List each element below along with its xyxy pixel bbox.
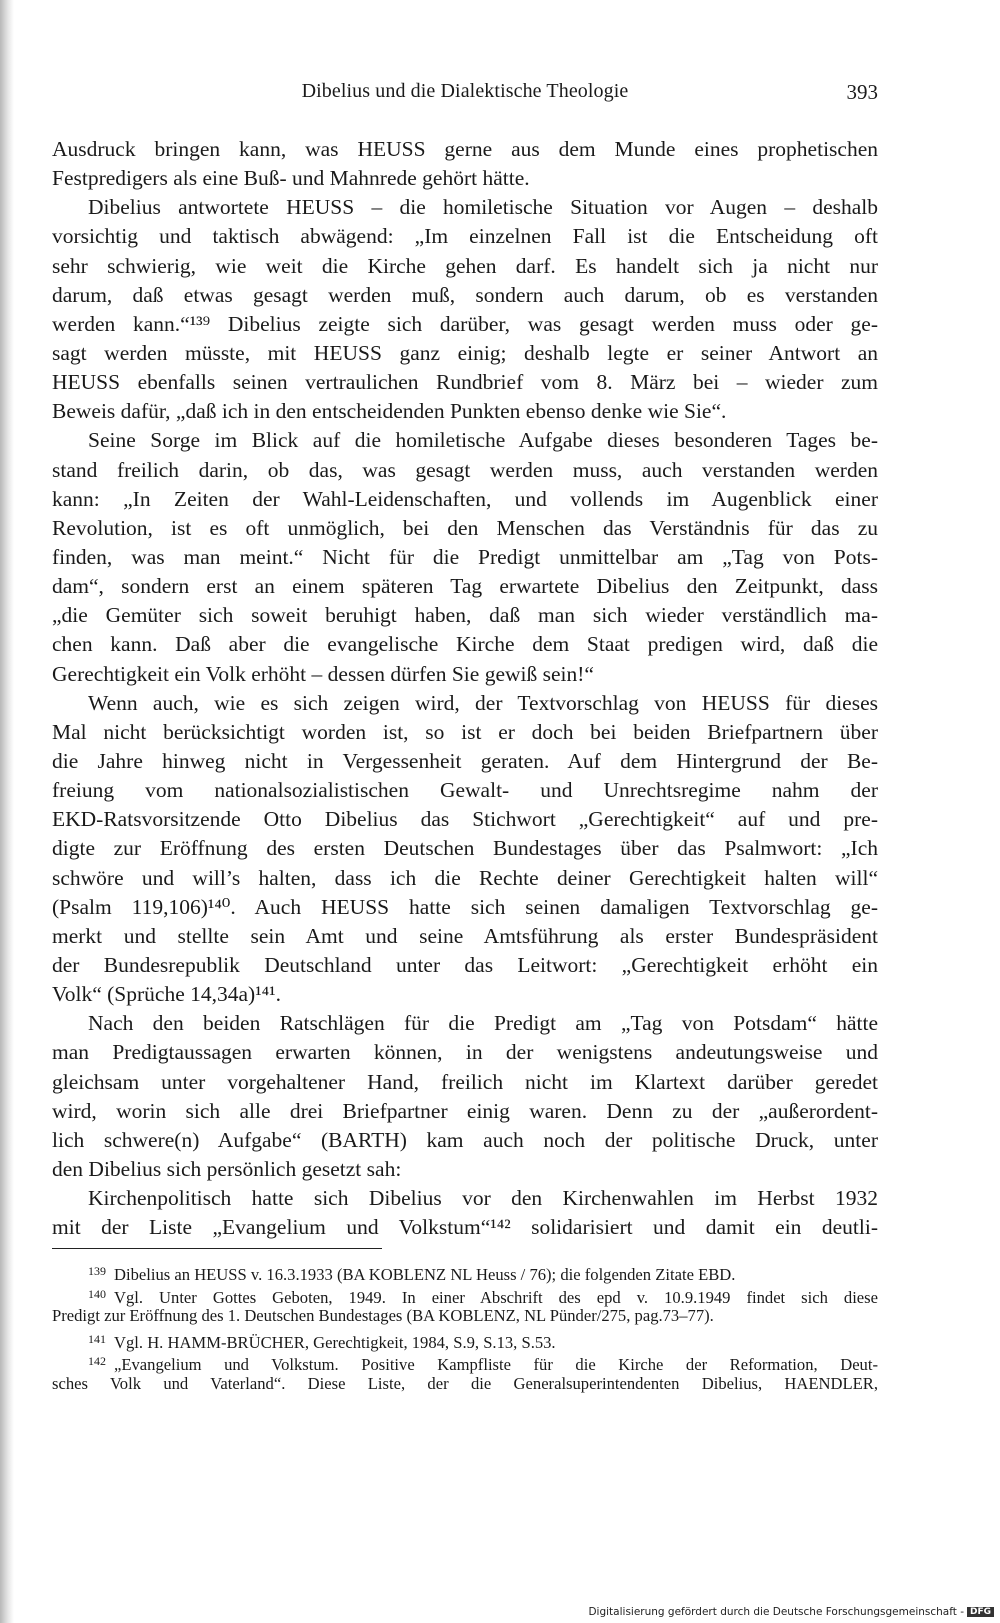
footnote-text: „Evangelium und Volkstum. Positive Kampfliste für die Kirche der Reformation, Deut- bbox=[114, 1355, 878, 1375]
text-line: Revolution, ist es oft unmöglich, bei den Menschen das Verständnis für das zu bbox=[52, 515, 878, 540]
text-line: mit der Liste „Evangelium und Volkstum“¹⁴² solidarisiert und damit ein deutli- bbox=[52, 1215, 878, 1240]
digitization-credit bbox=[588, 1606, 994, 1618]
text-line: Volk“ (Sprüche 14,34a)¹⁴¹. bbox=[52, 982, 281, 1007]
text-line: stand freilich darin, ob das, was gesagt werden muss, auch verstanden werden bbox=[52, 457, 878, 482]
text-line: dam“, sondern erst an einem späteren Tag erwartete Dibelius den Zeitpunkt, dass bbox=[52, 574, 878, 599]
page-number: 393 bbox=[846, 80, 878, 104]
text-line: Kirchenpolitisch hatte sich Dibelius vor den Kirchenwahlen im Herbst 1932 bbox=[88, 1186, 878, 1211]
text-line: man Predigtaussagen erwarten können, in der wenigstens andeutungsweise und bbox=[52, 1040, 878, 1065]
footnote-text-continued: Predigt zur Eröffnung des 1. Deutschen Bundestages (BA KOBLENZ, NL Pünder/275, pag.73–77). bbox=[52, 1306, 714, 1326]
text-line: digte zur Eröffnung des ersten Deutschen Bundestages über das Psalmwort: „Ich bbox=[52, 836, 878, 861]
text-line: Beweis dafür, „daß ich in den entscheidenden Punkten ebenso denke wie Sie“. bbox=[52, 399, 727, 424]
text-line: kann: „In Zeiten der Wahl-Leidenschaften, und vollends im Augenblick einer bbox=[52, 486, 878, 511]
footnote-number: 140 bbox=[88, 1286, 106, 1301]
text-line: sehr schwierig, wie weit die Kirche gehen darf. Es handelt sich ja nicht nur bbox=[52, 253, 878, 278]
page-header bbox=[52, 80, 878, 110]
text-line: schwöre und will’s halten, dass ich die Rechte deiner Gerechtigkeit halten will“ bbox=[52, 865, 878, 890]
body-text bbox=[52, 135, 878, 1242]
text-line: gleichsam unter vorgehaltener Hand, freilich nicht im Klartext darüber geredet bbox=[52, 1069, 878, 1094]
credit-text: Digitalisierung gefördert durch die Deutsche Forschungsgemeinschaft - bbox=[588, 1606, 964, 1618]
text-line: chen kann. Daß aber die evangelische Kirche dem Staat predigen wird, daß die bbox=[52, 632, 878, 657]
text-line: vorsichtig und taktisch abwägend: „Im einzelnen Fall ist die Entscheidung oft bbox=[52, 224, 878, 249]
text-line: die Jahre hinweg nicht in Vergessenheit geraten. Auf dem Hintergrund der Be- bbox=[52, 748, 878, 773]
text-line: der Bundesrepublik Deutschland unter das Leitwort: „Gerechtigkeit erhöht ein bbox=[52, 952, 878, 977]
footnotes bbox=[52, 1260, 878, 1396]
text-line: Mal nicht berücksichtigt worden ist, so ist er doch bei beiden Briefpartnern über bbox=[52, 719, 878, 744]
text-line: Festpredigers als eine Buß- und Mahnrede gehört hätte. bbox=[52, 166, 530, 191]
text-line: HEUSS ebenfalls seinen vertraulichen Rundbrief vom 8. März bei – wieder zum bbox=[52, 370, 878, 395]
footnote-number: 141 bbox=[88, 1331, 106, 1346]
text-line: „die Gemüter sich soweit beruhigt haben, daß man sich wieder verständlich ma- bbox=[52, 603, 878, 628]
footnote-text: Vgl. H. HAMM-BRÜCHER, Gerechtigkeit, 1984, S.9, S.13, S.53. bbox=[114, 1332, 556, 1352]
text-line: EKD-Ratsvorsitzende Otto Dibelius das Stichwort „Gerechtigkeit“ auf und pre- bbox=[52, 807, 878, 832]
text-line: Seine Sorge im Blick auf die homiletische Aufgabe dieses besonderen Tages be- bbox=[88, 428, 878, 453]
footnote-number: 139 bbox=[88, 1264, 106, 1278]
running-title: Dibelius und die Dialektische Theologie bbox=[301, 80, 629, 102]
text-line: Ausdruck bringen kann, was HEUSS gerne aus dem Munde eines prophetischen bbox=[52, 137, 878, 161]
text-line: darum, daß etwas gesagt werden muß, sondern auch darum, ob es verstanden bbox=[52, 282, 878, 307]
text-line: Dibelius antwortete HEUSS – die homiletische Situation vor Augen – deshalb bbox=[88, 195, 878, 220]
text-line: Wenn auch, wie es sich zeigen wird, der Textvorschlag von HEUSS für dieses bbox=[88, 690, 878, 715]
footnote-text-continued: sches Volk und Vaterland“. Diese Liste, der die Generalsuperintendenten Dibelius, HAENDLER, bbox=[52, 1373, 878, 1393]
text-line: lich schwere(n) Aufgabe“ (BARTH) kam auch noch der politische Druck, unter bbox=[52, 1127, 878, 1152]
dfg-logo: DFG bbox=[967, 1607, 994, 1617]
text-line: den Dibelius sich persönlich gesetzt sah: bbox=[52, 1156, 402, 1181]
footnote-text: Dibelius an HEUSS v. 16.3.1933 (BA KOBLENZ NL Heuss / 76); die folgenden Zitate EBD. bbox=[114, 1265, 736, 1284]
text-line: wird, worin sich alle drei Briefpartner einig waren. Denn zu der „außerordent- bbox=[52, 1098, 878, 1123]
footnote-number: 142 bbox=[88, 1354, 106, 1369]
text-line: Gerechtigkeit ein Volk erhöht – dessen dürfen Sie gewiß sein!“ bbox=[52, 661, 594, 686]
text-line: Nach den beiden Ratschlägen für die Predigt am „Tag von Potsdam“ hätte bbox=[88, 1011, 878, 1036]
footnote-divider bbox=[52, 1248, 382, 1249]
text-line: werden kann.“¹³⁹ Dibelius zeigte sich darüber, was gesagt werden muss oder ge- bbox=[52, 311, 878, 336]
text-line: merkt und stellte sein Amt und seine Amtsführung als erster Bundespräsident bbox=[52, 923, 878, 948]
footnote-text: Vgl. Unter Gottes Geboten, 1949. In einer Abschrift des epd v. 10.9.1949 findet sich diese bbox=[114, 1287, 878, 1307]
footnote-139 bbox=[52, 1260, 878, 1283]
footnote-142 bbox=[52, 1350, 878, 1373]
footnote-141 bbox=[52, 1328, 878, 1351]
text-line: finden, was man meint.“ Nicht für die Predigt unmittelbar am „Tag von Pots- bbox=[52, 544, 878, 569]
text-line: (Psalm 119,106)¹⁴⁰. Auch HEUSS hatte sich seinen damaligen Textvorschlag ge- bbox=[52, 894, 878, 919]
text-line: sagt werden müsste, mit HEUSS ganz einig; deshalb legte er seiner Antwort an bbox=[52, 340, 878, 365]
scan-edge-shadow bbox=[0, 0, 14, 1623]
footnote-140 bbox=[52, 1283, 878, 1306]
text-line: freiung vom nationalsozialistischen Gewalt- und Unrechtsregime nahm der bbox=[52, 778, 878, 803]
